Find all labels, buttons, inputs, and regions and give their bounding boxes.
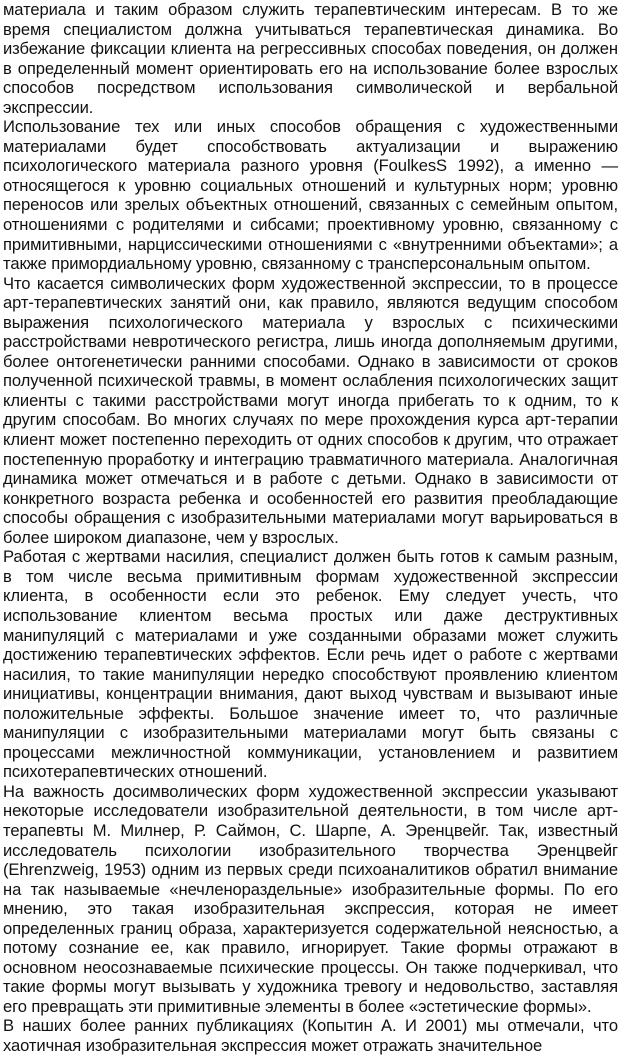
paragraph-therapeutic-dynamics: материала и таким образом служить терапевтическим интересам. В то же время специалистом должна учитываться терапевтическая динамика. Во избежание фиксации клиента на регрессивных способах поведения, он должен в определенный момент ориентировать его на использование более взрослых способов посредством использования символической и вербальной экспрессии. [3, 0, 618, 117]
paragraph-presymbolic-forms: На важность досимволических форм художественной экспрессии указывают некоторые исследователи изобразительной деятельности, в том числе арт-терапевты М. Милнер, Р. Саймон, С. Шарпе, А. Эренцвейг. Так, известный исследователь психологии изобразительного творчества Эренцвейг (Ehrenzweig, 1953) одним из первых среди психоаналитиков обратил внимание на так называемые «нечленораздельные» изобразительные формы. По его мнению, это такая изобразительная экспрессия, которая не имеет определенных границ образа, характеризуется содержательной неясностью, а потому сознание ее, как правило, игнорирует. Такие формы отражают в основном неосознаваемые психические процессы. Он также подчеркивал, что такие формы могут вызывать у художника тревогу и недовольство, заставляя его превращать эти примитивные элементы в более «эстетические формы». [3, 781, 618, 1016]
paragraph-earlier-publications: В наших более ранних публикациях (Копытин А. И 2001) мы отмечали, что хаотичная изобразительная экспрессия может отражать значительное [3, 1016, 618, 1055]
paragraph-material-levels: Использование тех или иных способов обращения с художественными материалами будет способствовать актуализации и выражению психологического материала разного уровня (FoulkesS 1992), а именно — относящегося к уровню социальных отношений и культурных норм; уровню переносов или зрелых объектных отношений, связанных с семейным опытом, отношениями с родителями и сибсами; проективному уровню, связанному с примитивными, нарциссическими отношениями с «внутренними объектами»; а также примордиальному уровню, связанному с трансперсональным опытом. [3, 117, 618, 274]
paragraph-violence-victims: Работая с жертвами насилия, специалист должен быть готов к самым разным, в том числе весьма примитивным формам художественной экспрессии клиента, в особенности если это ребенок. Ему следует учесть, что использование клиентом весьма простых или даже деструктивных манипуляций с материалами и уже созданными образами может служить достижению терапевтических эффектов. Если речь идет о работе с жертвами насилия, то такие манипуляции нередко способствуют проявлению клиентом инициативы, концентрации внимания, дают выход чувствам и вызывают иные положительные эффекты. Большое значение имеет то, что различные манипуляции с изобразительными материалами могут быть связаны с процессами межличностной коммуникации, установлением и развитием психотерапевтических отношений. [3, 547, 618, 782]
paragraph-symbolic-forms: Что касается символических форм художественной экспрессии, то в процессе арт-терапевтических занятий они, как правило, являются ведущим способом выражения психологического материала у взрослых с психическими расстройствами невротического регистра, лишь иногда дополняемым другими, более онтогенетически ранними способами. Однако в зависимости от сроков полученной психической травмы, в момент ослабления психологических защит клиенты с такими расстройствами могут иногда прибегать то к одним, то к другим способам. Во многих случаях по мере прохождения курса арт-терапии клиент может постепенно переходить от одних способов к другим, что отражает постепенную проработку и интеграцию травматичного материала. Аналогичная динамика может отмечаться и в работе с детьми. Однако в зависимости от конкретного возраста ребенка и особенностей его развития преобладающие способы обращения с изобразительными материалами могут варьироваться в более широком диапазоне, чем у взрослых. [3, 273, 618, 547]
